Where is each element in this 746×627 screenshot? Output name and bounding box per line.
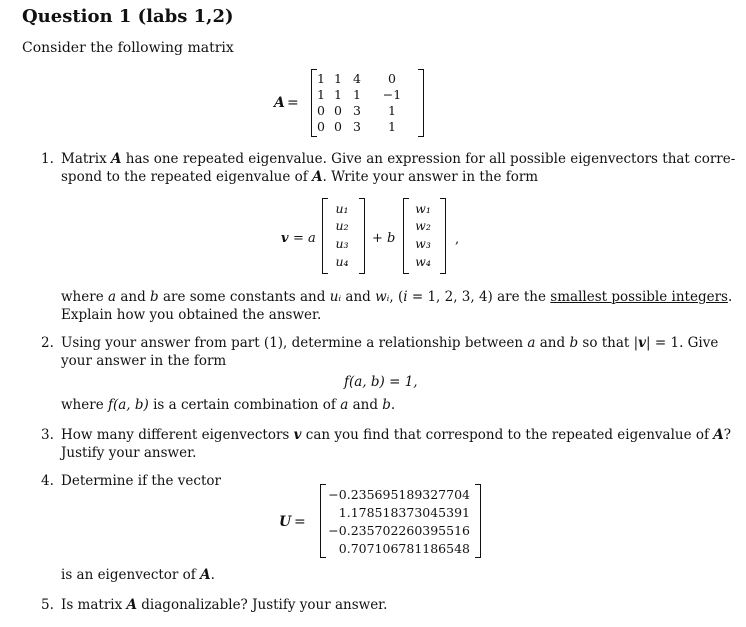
u-col-right-bracket (475, 484, 481, 558)
u-value: −0.235702260395516 (328, 523, 470, 538)
u-value: −0.235695189327704 (328, 487, 470, 502)
item-1-line-2: spond to the repeated eigenvalue of A. Write your answer in the form (61, 169, 539, 185)
matrix-a-cell: 1 (388, 103, 396, 118)
matrix-a-cell: −1 (382, 87, 402, 102)
w-vector-left-bracket (403, 198, 409, 274)
smallest-integers-underlined: smallest possible integers (550, 289, 728, 305)
formula-f-ab: f(a, b) = 1, (344, 374, 418, 390)
item-3-line-2: Justify your answer. (61, 445, 197, 461)
matrix-a-cell: 3 (353, 119, 361, 134)
matrix-a-cell: 0 (388, 71, 396, 86)
u-vector-left-bracket (322, 198, 328, 274)
eq-comma: , (455, 232, 460, 247)
matrix-a-cell: 1 (317, 71, 325, 86)
matrix-a-cell: 1 (317, 87, 325, 102)
item-3-line-1: How many different eigenvectors v can you find that correspond to the repeated eigenvalue of A? (61, 427, 732, 443)
matrix-a-cell: 1 (334, 87, 342, 102)
item-1-after-line-2: Explain how you obtained the answer. (61, 307, 322, 323)
question-title: Question 1 (labs 1,2) (22, 6, 234, 27)
item-number: 1. (41, 151, 54, 167)
w-component: w₂ (415, 218, 431, 233)
item-4-after: is an eigenvector of A. (61, 567, 215, 583)
matrix-a-cell: 1 (334, 71, 342, 86)
item-1-after-line-1: where a and b are some constants and uᵢ and wᵢ, (i = 1, 2, 3, 4) are the smallest possible integers. (61, 289, 733, 305)
matrix-a-cell: 1 (388, 119, 396, 134)
vector-u-eq: = (294, 514, 306, 530)
w-component: w₄ (415, 254, 431, 269)
matrix-a-cell: 0 (334, 103, 342, 118)
u-vector-right-bracket (359, 198, 365, 274)
matrix-a-right-bracket (418, 69, 424, 137)
matrix-a-cell: 3 (353, 103, 361, 118)
matrix-a-cell: 1 (353, 87, 361, 102)
w-vector-right-bracket (440, 198, 446, 274)
w-component: w₁ (415, 201, 431, 216)
matrix-a-eq: = (287, 95, 299, 111)
vector-u-label: U (279, 514, 292, 530)
w-component: w₃ (415, 236, 431, 251)
matrix-a-cell: 4 (353, 71, 361, 86)
item-number: 4. (41, 473, 54, 489)
intro-text: Consider the following matrix (22, 40, 234, 56)
matrix-a-cell: 0 (317, 103, 325, 118)
matrix-a-cell: 0 (334, 119, 342, 134)
item-4-line-1: Determine if the vector (61, 473, 221, 489)
vector-v-label: v (281, 231, 289, 246)
item-number: 3. (41, 427, 54, 443)
u-value: 1.178518373045391 (338, 505, 470, 520)
u-component: u₃ (335, 236, 349, 251)
item-2-line-2: your answer in the form (61, 353, 227, 369)
matrix-a-label: A (274, 95, 285, 111)
matrix-a-cell: 0 (317, 119, 325, 134)
item-number: 2. (41, 335, 54, 351)
item-2-line-1: Using your answer from part (1), determine a relationship between a and b so that |v| = 1. Give (61, 335, 719, 351)
item-2-after: where f(a, b) is a certain combination of a and b. (61, 397, 396, 413)
item-number: 5. (41, 597, 54, 613)
eq-equals-a: = a (293, 231, 316, 246)
item-5-line-1: Is matrix A diagonalizable? Justify your answer. (61, 597, 388, 613)
u-component: u₁ (335, 201, 349, 216)
u-component: u₂ (335, 218, 349, 233)
item-1-line-1: Matrix A has one repeated eigenvalue. Give an expression for all possible eigenvectors that corre- (61, 151, 736, 167)
u-component: u₄ (335, 254, 349, 269)
eq-plus-b: + b (372, 231, 396, 246)
u-value: 0.707106781186548 (338, 541, 470, 556)
